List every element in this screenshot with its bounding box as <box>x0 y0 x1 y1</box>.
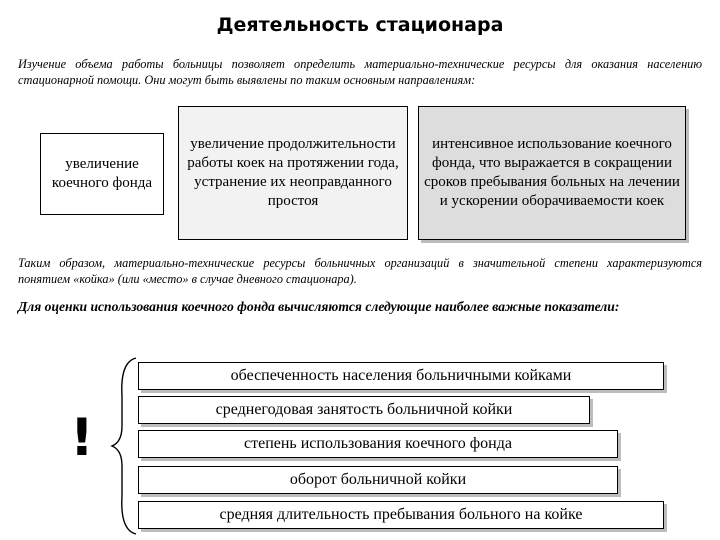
indicator-bed-turnover: оборот больничной койки <box>138 466 618 494</box>
indicator-bed-supply: обеспеченность населения больничными койками <box>138 362 664 390</box>
intro-paragraph: Изучение объема работы больницы позволяет определить материально-технические ресурсы для оказания населению стационарной помощи. Они могут быть выявлены по таким основным направлениям: <box>18 57 702 87</box>
exclamation-icon: ! <box>70 408 94 468</box>
indicators-heading: Для оценки использования коечного фонда вычисляются следующие наиболее важные показатели: <box>18 299 620 314</box>
page-title: Деятельность стационара <box>216 14 504 36</box>
direction-box-intensive-use: интенсивное использование коечного фонда, что выражается в сокращении сроков пребывания больных на лечении и ускорении оборачиваемости коек <box>418 106 686 240</box>
indicator-annual-occupancy: среднегодовая занятость больничной койки <box>138 396 590 424</box>
direction-box-bed-duration: увеличение продолжительности работы коек на протяжении года, устранение их неоправданного простоя <box>178 106 408 240</box>
indicator-bed-utilization: степень использования коечного фонда <box>138 430 618 458</box>
indicator-average-stay: средняя длительность пребывания больного на койке <box>138 501 664 529</box>
direction-box-bed-fund: увеличение коечного фонда <box>40 133 164 215</box>
summary-paragraph: Таким образом, материально-технические ресурсы больничных организаций в значительной степени характеризуются понятием «койка» (или «место» в случае дневного стационара). <box>18 256 702 286</box>
